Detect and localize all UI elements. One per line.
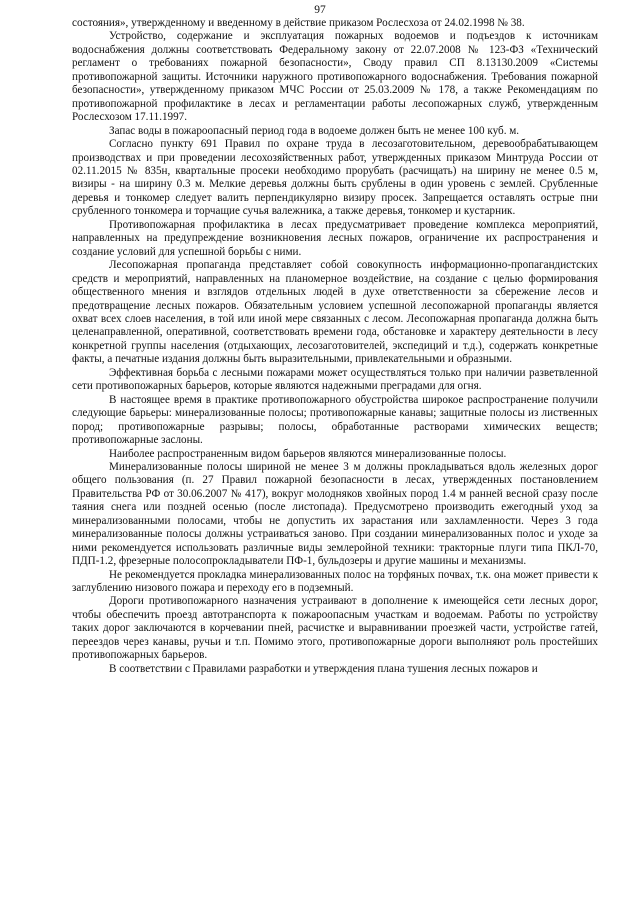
page-number: 97 [314, 4, 326, 16]
paragraph-mineralized-common: Наиболее распространенным видом барьеров являются минерализованные полосы. [109, 447, 507, 460]
paragraph-water-supply-requirements: Устройство, содержание и эксплуатация пожарных водоемов и подъездов к источникам водоснабжения должны соответствовать Федеральному закону от 22.07.2008 № 123-ФЗ «Технический регламент о требованиях пожарной безопасности», Своду правил СП 8.13130.2009 «Системы противопожарной защиты. Источники наружного противопожарного водоснабжения. Требования пожарной безопасности», утвержденному приказом МЧС России от 25.03.2009 № 178, а также Рекомендациям по противопожарной профилактике в лесах и регламентации работы лесопожарных служб, утвержденным Рослесхозом 17.11.1997. [72, 30, 598, 124]
paragraph-barrier-network: Эффективная борьба с лесными пожарами может осуществляться только при наличии разветвленной сети противопожарных барьеров, которые являются надежными преградами для огня. [72, 366, 598, 393]
paragraph-continuation: состояния», утвержденному и введенному в действие приказом Рослесхоза от 24.02.1998 № 38. [72, 17, 525, 29]
paragraph-water-reserve: Запас воды в пожароопасный период года в водоеме должен быть не менее 100 куб. м. [109, 124, 520, 137]
paragraph-fire-propaganda: Лесопожарная пропаганда представляет собой совокупность информационно-пропагандистских средств и мероприятий, направленных на планомерное воздействие, на создание с целью формирования общественного мнения и взглядов отдельных людей в духе ответственности за сбережение лесов и предотвращение лесных пожаров. Обязательным условием успешной лесопожарной пропаганды является охват всех слоев населения, в той или иной мере связанных с лесом. Лесопожарная пропаганда должна быть целенаправленной, оперативной, соответствовать времени года, обстановке и характеру деятельности в лесу конкретной группы населения (отдыхающих, лесозаготовителей, экспедиций и т.д.), содержать конкретные факты, а печатные издания должны быть выразительными, привлекательными и образными. [72, 259, 598, 366]
page-body [72, 17, 598, 676]
paragraph-barrier-types: В настоящее время в практике противопожарного обустройства широкое распространение получили следующие барьеры: минерализованные полосы; противопожарные канавы; защитные полосы из лиственных пород; противопожарные разрывы; полосы, обработанные растворами химических веществ; противопожарные заслоны. [72, 393, 598, 447]
paragraph-fire-plan: В соответствии с Правилами разработки и утверждения плана тушения лесных пожаров и [109, 662, 538, 675]
paragraph-peat-soils: Не рекомендуется прокладка минерализованных полос на торфяных почвах, т.к. она может привести к заглублению низового пожара и переходу его в подземный. [72, 568, 598, 595]
paragraph-fire-roads: Дороги противопожарного назначения устраивают в дополнение к имеющейся сети лесных дорог, чтобы обеспечить проезд автотранспорта к пожароопасным участкам и водоемам. Работы по устройству таких дорог заключаются в корчевании пней, расчистке и выравнивании проезжей части, устройстве гатей, переездов через канавы, ручьи и т.п. Помимо этого, противопожарные дороги выполняют роль простейших противопожарных барьеров. [72, 595, 598, 662]
paragraph-mineralized-strips: Минерализованные полосы шириной не менее 3 м должны прокладываться вдоль железных дорог общего пользования (п. 27 Правил пожарной безопасности в лесах, утвержденных постановлением Правительства РФ от 30.06.2007 № 417), вокруг молодняков хвойных пород 1.4 м ранней весной сразу после таяния снега или поздней осенью (после листопада). Предусмотрено производить ежегодный уход за минерализованными полосами, чтобы не допустить их зарастания или захламленности. Через 3 года минерализованные полосы должны устраиваться заново. При создании минерализованных полос и уходе за ними рекомендуется использовать различные виды землеройной техники: тракторные плуги типа ПКЛ-70, ПДП-1.2, фрезерные полосопрокладыватели ПФ-1, бульдозеры и другие машины и механизмы. [72, 460, 598, 568]
paragraph-fire-prevention: Противопожарная профилактика в лесах предусматривает проведение комплекса мероприятий, направленных на предупреждение возникновения лесных пожаров, ограничение их распространения и создание условий для успешной борьбы с ними. [72, 218, 598, 258]
paragraph-clearing-rules: Согласно пункту 691 Правил по охране труда в лесозаготовительном, деревообрабатывающем производствах и при проведении лесохозяйственных работ, утвержденных приказом Минтруда России от 02.11.2015 № 835н, квартальные просеки необходимо прорубать (расчищать) на ширину не менее 0.5 м, визиры - на ширину 0.3 м. Мелкие деревья должны быть срублены в один уровень с землей. Срубленные деревья и тонкомер следует валить перпендикулярно визиру просек. Запрещается оставлять острые пни срубленного тонкомера и торчащие сучья валежника, а также деревья, тонкомер и кустарник. [72, 138, 598, 218]
